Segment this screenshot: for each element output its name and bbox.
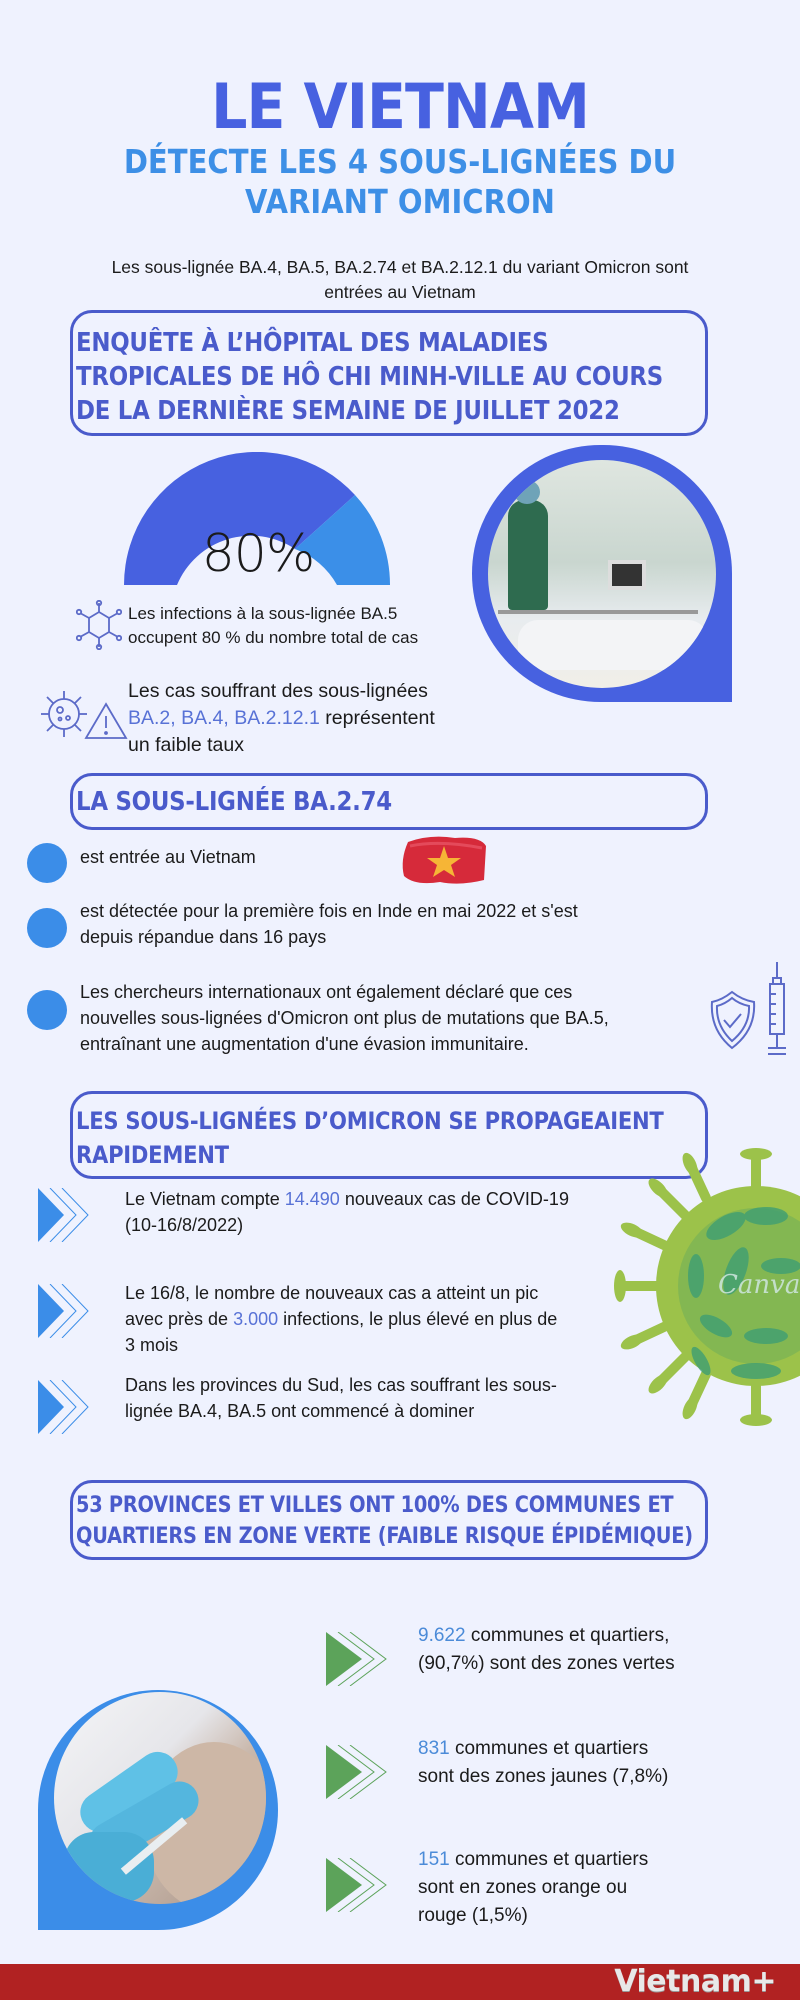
intro-line: Les sous-lignée BA.4, BA.5, BA.2.74 et BA.2.12.1 du variant Omicron sont <box>111 257 689 277</box>
spread-section-title <box>76 1104 664 1172</box>
blue-chevron-arrow-icon <box>38 1380 102 1434</box>
intro-line: entrées au Vietnam <box>324 282 476 302</box>
text-line: lignée BA.4, BA.5 ont commencé à dominer <box>125 1401 475 1421</box>
green-zone-count: 9.622 <box>418 1625 466 1646</box>
page-subtitle <box>101 142 699 222</box>
subtitle-line: DÉTECTE LES 4 SOUS-LIGNÉES DU <box>123 142 677 181</box>
text-line: Dans les provinces du Sud, les cas souffrant les sous- <box>125 1375 557 1395</box>
spread-item-2 <box>125 1280 557 1358</box>
green-chevron-arrow-icon <box>326 1745 390 1799</box>
text-line: Les infections à la sous-lignée BA.5 <box>128 604 398 623</box>
text-line: entraînant une augmentation d'une évasion immunitaire. <box>80 1034 529 1054</box>
other-sublineages-text <box>128 678 435 759</box>
title-line: 53 PROVINCES ET VILLES ONT 100% DES COMMUNES ET <box>76 1493 674 1518</box>
shield-syringe-icon <box>708 960 794 1060</box>
zone-item-orange-red <box>418 1846 648 1930</box>
orange-red-zone-count: 151 <box>418 1849 450 1870</box>
title-line: LES SOUS-LIGNÉES D’OMICRON SE PROPAGEAIENT <box>76 1107 664 1135</box>
text-fragment: représentent <box>319 707 435 729</box>
text-line: occupent 80 % du nombre total de cas <box>128 628 419 647</box>
bullet-dot <box>27 908 67 948</box>
text-line <box>418 1846 648 1874</box>
title-line: RAPIDEMENT <box>76 1141 229 1169</box>
text-line: depuis répandue dans 16 pays <box>80 927 327 947</box>
blue-chevron-arrow-icon <box>38 1284 102 1338</box>
patient-bed <box>518 620 708 670</box>
ba274-item-2 <box>80 898 578 950</box>
ba5-stat-text <box>128 602 418 650</box>
monitor <box>608 560 646 590</box>
text-line: rouge (1,5%) <box>418 1905 528 1926</box>
subtitle-line: VARIANT OMICRON <box>245 182 555 221</box>
text-fragment: Le Vietnam compte <box>125 1189 285 1209</box>
text-line: (10-16/8/2022) <box>125 1215 244 1235</box>
vietnamplus-logo[interactable]: Vietnam+ <box>614 1964 776 1999</box>
text-line <box>128 705 435 732</box>
zone-item-green <box>418 1622 675 1678</box>
green-chevron-arrow-icon <box>326 1632 390 1686</box>
new-cases-count: 14.490 <box>284 1189 340 1209</box>
vaccination-photo <box>54 1692 266 1904</box>
spread-item-3 <box>125 1372 557 1424</box>
text-line: est détectée pour la première fois en Inde en mai 2022 et s'est <box>80 901 578 921</box>
text-line: Les cas souffrant des sous-lignées <box>128 680 428 702</box>
virus-molecule-icon <box>76 600 122 650</box>
peak-infections-count: 3.000 <box>233 1309 279 1329</box>
bed-rail <box>498 610 698 614</box>
text-line: 3 mois <box>125 1335 179 1355</box>
yellow-zone-count: 831 <box>418 1738 450 1759</box>
blue-chevron-arrow-icon <box>38 1188 102 1242</box>
canva-watermark: Canva <box>718 1270 800 1300</box>
text-fragment: nouveaux cas de COVID-19 <box>339 1189 569 1209</box>
zone-item-yellow <box>418 1735 668 1791</box>
doctor-cap <box>514 480 540 504</box>
text-fragment: communes et quartiers, <box>465 1625 670 1646</box>
text-line: nouvelles sous-lignées d'Omicron ont plus de mutations que BA.5, <box>80 1008 609 1028</box>
green-chevron-arrow-icon <box>326 1858 390 1912</box>
text-fragment: infections, le plus élevé en plus de <box>278 1309 558 1329</box>
glove-hand <box>64 1832 154 1902</box>
title-line: QUARTIERS EN ZONE VERTE (FAIBLE RISQUE ÉPIDÉMIQUE) <box>76 1524 693 1549</box>
text-line: Le 16/8, le nombre de nouveaux cas a atteint un pic <box>125 1283 539 1303</box>
title-line: ENQUÊTE À L’HÔPITAL DES MALADIES <box>76 328 549 358</box>
text-line: un faible taux <box>128 734 245 756</box>
text-line: sont en zones orange ou <box>418 1877 628 1898</box>
spread-item-1 <box>125 1186 569 1238</box>
gauge-value: 80% <box>201 524 315 584</box>
text-line <box>418 1735 668 1763</box>
sublineage-highlight: BA.2, BA.4, BA.2.12.1 <box>128 707 320 729</box>
text-line: (90,7%) sont des zones vertes <box>418 1653 675 1674</box>
ba274-item-1: est entrée au Vietnam <box>80 847 256 867</box>
text-line: sont des zones jaunes (7,8%) <box>418 1766 669 1787</box>
text-fragment: avec près de <box>125 1309 234 1329</box>
zones-section-title <box>76 1490 693 1552</box>
hospital-section-title <box>76 326 663 428</box>
bullet-dot <box>27 990 67 1030</box>
doctor-figure <box>508 500 548 610</box>
ba274-item-3 <box>80 979 609 1057</box>
text-fragment: communes et quartiers <box>449 1849 649 1870</box>
virus-warning-icon <box>38 686 128 742</box>
text-fragment: communes et quartiers <box>449 1738 649 1759</box>
hospital-photo <box>488 460 716 688</box>
bullet-dot <box>27 843 67 883</box>
text-line <box>125 1306 557 1332</box>
text-line <box>125 1186 569 1212</box>
page-title: LE VIETNAM <box>211 70 589 143</box>
vietnam-flag-icon <box>400 832 490 888</box>
title-line: TROPICALES DE HÔ CHI MINH-VILLE AU COURS <box>76 362 663 392</box>
text-line: Les chercheurs internationaux ont également déclaré que ces <box>80 982 573 1002</box>
intro-text <box>70 255 730 305</box>
title-line: DE LA DERNIÈRE SEMAINE DE JUILLET 2022 <box>76 396 620 426</box>
text-line <box>418 1622 675 1650</box>
ba274-section-title: LA SOUS-LIGNÉE BA.2.74 <box>76 787 392 817</box>
